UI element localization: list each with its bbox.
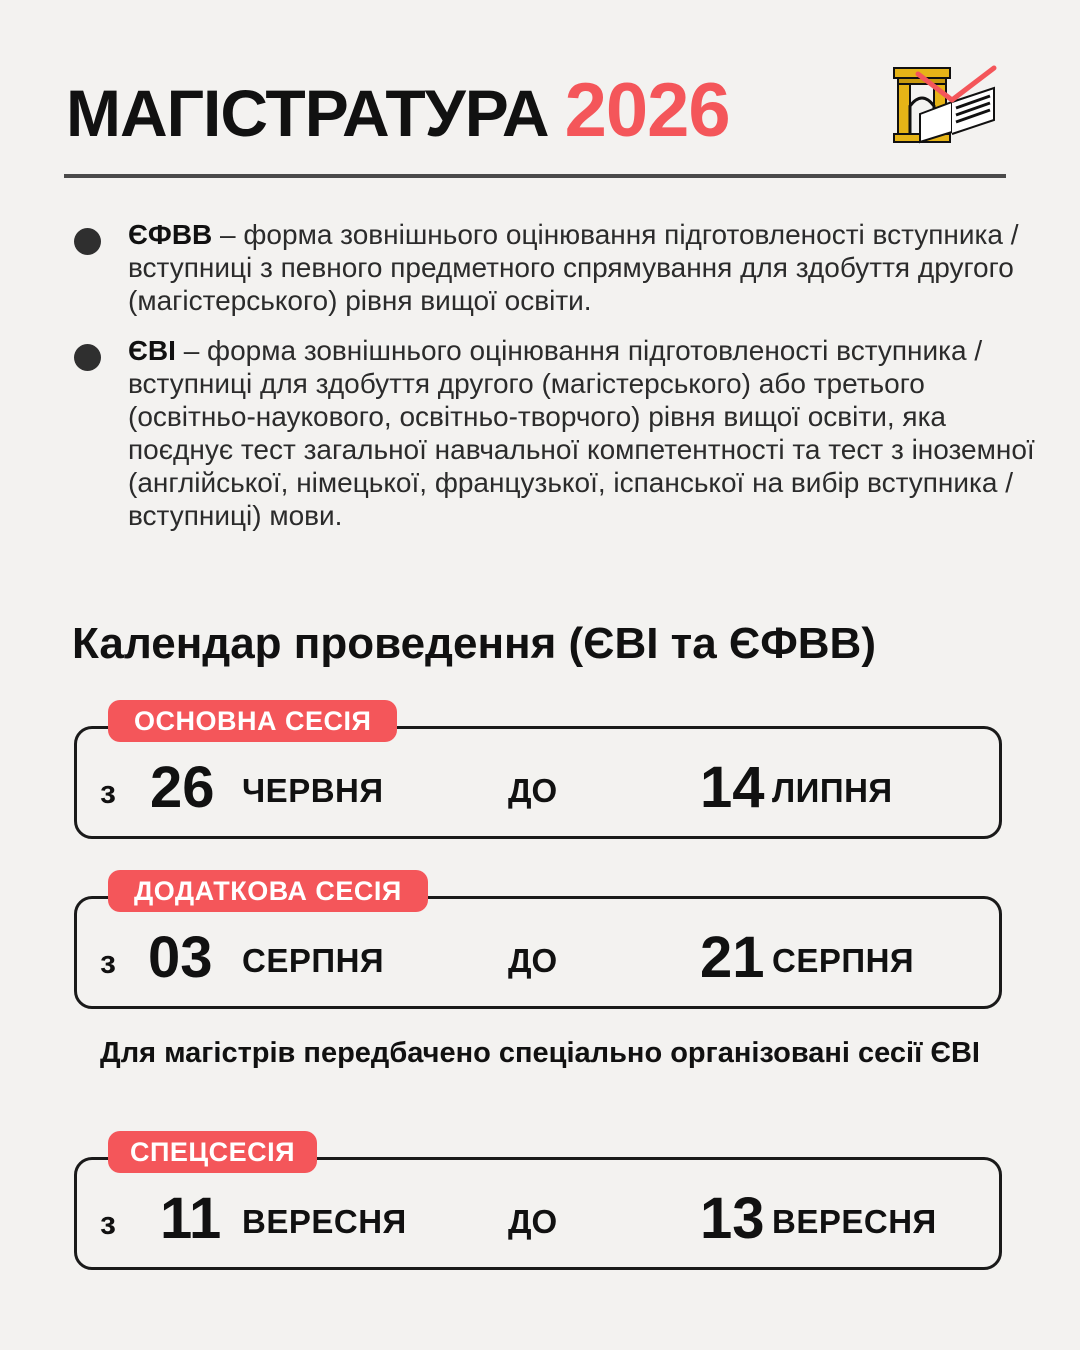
special-sessions-note: Для магістрів передбачено спеціально організовані сесії ЄВІ (100, 1037, 980, 1069)
end-day: 21 (700, 925, 765, 990)
header-divider (64, 174, 1006, 178)
start-day: 03 (148, 925, 213, 990)
end-day: 14 (700, 755, 765, 820)
to-word: ДО (508, 1203, 558, 1240)
title-text: МАГІСТРАТУРА (66, 76, 549, 150)
session-dates (74, 1157, 1002, 1270)
start-month: ЧЕРВНЯ (242, 772, 384, 809)
bullet-icon (74, 344, 101, 371)
from-word: з (100, 774, 116, 810)
title-year: 2026 (564, 68, 730, 153)
from-word: з (100, 944, 116, 980)
session-main (74, 700, 1002, 839)
end-day: 13 (700, 1186, 765, 1251)
definition-term: ЄВІ (128, 335, 176, 366)
to-word: ДО (508, 772, 558, 809)
book-arch-logo-icon (890, 62, 1000, 146)
session-dates (74, 896, 1002, 1009)
bullet-icon (74, 228, 101, 255)
start-day: 11 (160, 1186, 222, 1251)
start-month: СЕРПНЯ (242, 942, 385, 979)
end-month: ВЕРЕСНЯ (772, 1203, 937, 1240)
start-month: ВЕРЕСНЯ (242, 1203, 407, 1240)
definition-text: – форма зовнішнього оцінювання підготовленості вступника / вступниці з певного предметного спрямування для здобуття другого (магістерського) рівня вищої освіти. (128, 219, 1019, 316)
definition-item (72, 218, 1052, 317)
end-month: СЕРПНЯ (772, 942, 915, 979)
to-word: ДО (508, 942, 558, 979)
start-day: 26 (150, 755, 215, 820)
from-word: з (100, 1205, 116, 1241)
session-additional (74, 870, 1002, 1009)
session-label: СПЕЦСЕСІЯ (108, 1131, 317, 1173)
session-special (74, 1131, 1002, 1270)
definitions-list (72, 218, 1052, 532)
definition-item (72, 334, 1052, 532)
session-label: ДОДАТКОВА СЕСІЯ (108, 870, 428, 912)
end-month: ЛИПНЯ (772, 772, 893, 809)
calendar-title: Календар проведення (ЄВІ та ЄФВВ) (72, 619, 876, 668)
session-dates (74, 726, 1002, 839)
definition-text: – форма зовнішнього оцінювання підготовленості вступника / вступниці для здобуття другого (магістерського) або третього (освітньо-наукового, освітньо-творчого) рівня вищої освіти, яка поєднує тест загальної навчальної компетентності та тест з іноземної (англійської, німецької, французької, іспанської на вибір вступника / вступниці) мови. (128, 335, 1035, 531)
session-label: ОСНОВНА СЕСІЯ (108, 700, 397, 742)
page-title (66, 66, 730, 158)
definition-term: ЄФВВ (128, 219, 213, 250)
